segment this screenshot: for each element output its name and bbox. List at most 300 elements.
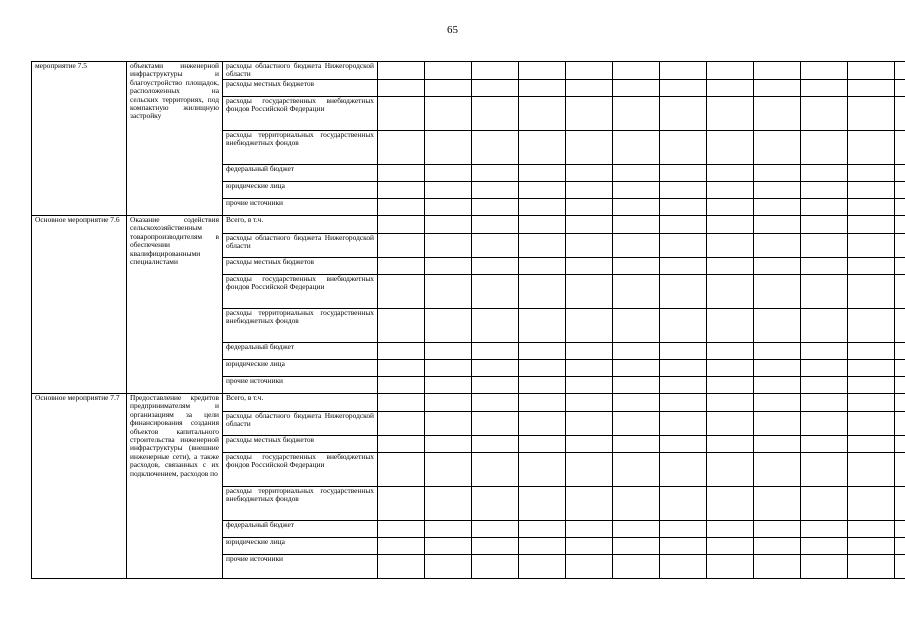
value-cell <box>707 165 754 182</box>
value-cell <box>425 538 472 555</box>
value-cell <box>801 165 848 182</box>
value-cell <box>566 360 613 377</box>
value-cell <box>378 80 425 97</box>
value-cell <box>378 165 425 182</box>
value-cell <box>425 199 472 216</box>
value-cell <box>707 275 754 309</box>
page-number: 65 <box>447 24 458 36</box>
value-cell <box>566 199 613 216</box>
value-cell <box>660 394 707 412</box>
value-cell <box>472 309 519 343</box>
value-cell <box>895 521 905 538</box>
value-cell <box>660 165 707 182</box>
value-cell <box>801 538 848 555</box>
value-cell <box>519 412 566 436</box>
value-cell <box>707 394 754 412</box>
value-cell <box>895 412 905 436</box>
value-cell <box>707 521 754 538</box>
value-cell <box>754 453 801 487</box>
value-cell <box>472 377 519 394</box>
value-cell <box>801 234 848 258</box>
value-cell <box>613 80 660 97</box>
value-cell <box>895 131 905 165</box>
value-cell <box>895 199 905 216</box>
value-cell <box>566 436 613 453</box>
funding-source-cell: расходы местных бюджетов <box>223 258 378 275</box>
value-cell <box>378 216 425 234</box>
value-cell <box>660 80 707 97</box>
value-cell <box>801 377 848 394</box>
value-cell <box>754 436 801 453</box>
value-cell <box>848 165 895 182</box>
value-cell <box>754 234 801 258</box>
value-cell <box>566 165 613 182</box>
value-cell <box>519 538 566 555</box>
activity-description-cell: объектами инженерной инфраструктуры и благоустройство площадок, расположенных на сельских территориях, под компактную жилищную застройку <box>127 62 223 216</box>
value-cell <box>754 199 801 216</box>
value-cell <box>472 436 519 453</box>
value-cell <box>895 216 905 234</box>
value-cell <box>848 538 895 555</box>
value-cell <box>472 165 519 182</box>
funding-source-cell: расходы местных бюджетов <box>223 80 378 97</box>
value-cell <box>801 453 848 487</box>
value-cell <box>754 360 801 377</box>
value-cell <box>707 487 754 521</box>
value-cell <box>754 521 801 538</box>
value-cell <box>848 521 895 538</box>
value-cell <box>566 216 613 234</box>
value-cell <box>707 131 754 165</box>
value-cell <box>378 199 425 216</box>
value-cell <box>425 258 472 275</box>
value-cell <box>848 436 895 453</box>
value-cell <box>425 412 472 436</box>
value-cell <box>895 343 905 360</box>
value-cell <box>613 216 660 234</box>
table-row <box>32 216 905 234</box>
value-cell <box>707 453 754 487</box>
value-cell <box>801 199 848 216</box>
value-cell <box>848 412 895 436</box>
value-cell <box>754 258 801 275</box>
value-cell <box>660 216 707 234</box>
table-row <box>32 62 905 80</box>
value-cell <box>754 309 801 343</box>
value-cell <box>613 521 660 538</box>
value-cell <box>848 199 895 216</box>
value-cell <box>707 97 754 131</box>
value-cell <box>754 538 801 555</box>
value-cell <box>519 216 566 234</box>
activity-description-cell: Предоставление кредитов предпринимателям и организациям за цели финансирования создания объектов капитального строительства инженерной инфраструктуры (внешние инженерные сети), а также расходов, связанных с их подключением, расходов по <box>127 394 223 579</box>
value-cell <box>472 343 519 360</box>
value-cell <box>660 62 707 80</box>
value-cell <box>848 216 895 234</box>
value-cell <box>754 62 801 80</box>
value-cell <box>566 182 613 199</box>
value-cell <box>613 199 660 216</box>
value-cell <box>613 360 660 377</box>
value-cell <box>519 80 566 97</box>
value-cell <box>472 412 519 436</box>
value-cell <box>378 343 425 360</box>
value-cell <box>754 394 801 412</box>
value-cell <box>566 275 613 309</box>
value-cell <box>895 62 905 80</box>
value-cell <box>895 165 905 182</box>
value-cell <box>472 97 519 131</box>
funding-source-cell: прочие источники <box>223 199 378 216</box>
value-cell <box>378 453 425 487</box>
value-cell <box>848 453 895 487</box>
value-cell <box>613 234 660 258</box>
value-cell <box>472 453 519 487</box>
value-cell <box>895 377 905 394</box>
value-cell <box>566 131 613 165</box>
activity-description-cell: Оказание содействия сельскохозяйственным товаропроизводителям в обеспечении квалифицированными специалистами <box>127 216 223 394</box>
value-cell <box>566 309 613 343</box>
value-cell <box>472 199 519 216</box>
funding-source-cell: прочие источники <box>223 377 378 394</box>
value-cell <box>566 394 613 412</box>
value-cell <box>660 521 707 538</box>
value-cell <box>378 487 425 521</box>
value-cell <box>848 377 895 394</box>
value-cell <box>848 360 895 377</box>
value-cell <box>895 538 905 555</box>
value-cell <box>519 436 566 453</box>
funding-source-cell: федеральный бюджет <box>223 165 378 182</box>
value-cell <box>472 62 519 80</box>
value-cell <box>425 234 472 258</box>
value-cell <box>566 234 613 258</box>
value-cell <box>707 309 754 343</box>
funding-source-cell: расходы областного бюджета Нижегородской области <box>223 412 378 436</box>
value-cell <box>519 165 566 182</box>
value-cell <box>801 555 848 579</box>
value-cell <box>378 131 425 165</box>
value-cell <box>519 62 566 80</box>
value-cell <box>707 258 754 275</box>
value-cell <box>472 234 519 258</box>
funding-source-cell: юридические лица <box>223 538 378 555</box>
value-cell <box>566 538 613 555</box>
value-cell <box>472 131 519 165</box>
value-cell <box>472 538 519 555</box>
value-cell <box>425 343 472 360</box>
value-cell <box>472 487 519 521</box>
value-cell <box>425 216 472 234</box>
value-cell <box>472 394 519 412</box>
funding-source-cell: расходы территориальных государственных внебюджетных фондов <box>223 487 378 521</box>
value-cell <box>566 412 613 436</box>
value-cell <box>707 538 754 555</box>
value-cell <box>425 453 472 487</box>
value-cell <box>378 521 425 538</box>
value-cell <box>425 555 472 579</box>
value-cell <box>613 453 660 487</box>
value-cell <box>848 394 895 412</box>
funding-source-cell: расходы территориальных государственных внебюджетных фондов <box>223 131 378 165</box>
value-cell <box>519 487 566 521</box>
value-cell <box>613 487 660 521</box>
value-cell <box>519 199 566 216</box>
value-cell <box>895 436 905 453</box>
value-cell <box>519 521 566 538</box>
value-cell <box>754 412 801 436</box>
value-cell <box>472 216 519 234</box>
value-cell <box>848 234 895 258</box>
activity-name-cell: Основное мероприятие 7.6 <box>32 216 127 394</box>
value-cell <box>613 394 660 412</box>
value-cell <box>707 80 754 97</box>
value-cell <box>566 62 613 80</box>
funding-source-cell: юридические лица <box>223 360 378 377</box>
value-cell <box>425 62 472 80</box>
activity-name-cell: Основное мероприятие 7.7 <box>32 394 127 579</box>
funding-source-cell: юридические лица <box>223 182 378 199</box>
value-cell <box>425 487 472 521</box>
value-cell <box>472 258 519 275</box>
value-cell <box>519 394 566 412</box>
value-cell <box>754 165 801 182</box>
value-cell <box>519 234 566 258</box>
funding-source-cell: расходы территориальных государственных внебюджетных фондов <box>223 309 378 343</box>
value-cell <box>378 258 425 275</box>
value-cell <box>425 182 472 199</box>
value-cell <box>660 436 707 453</box>
value-cell <box>472 275 519 309</box>
value-cell <box>754 487 801 521</box>
value-cell <box>895 258 905 275</box>
value-cell <box>660 453 707 487</box>
value-cell <box>378 62 425 80</box>
value-cell <box>613 182 660 199</box>
value-cell <box>660 199 707 216</box>
value-cell <box>801 394 848 412</box>
value-cell <box>613 436 660 453</box>
funding-source-cell: расходы государственных внебюджетных фондов Российской Федерации <box>223 453 378 487</box>
value-cell <box>801 258 848 275</box>
value-cell <box>378 97 425 131</box>
value-cell <box>519 131 566 165</box>
value-cell <box>848 258 895 275</box>
value-cell <box>566 97 613 131</box>
value-cell <box>660 343 707 360</box>
value-cell <box>895 234 905 258</box>
value-cell <box>519 360 566 377</box>
value-cell <box>754 80 801 97</box>
value-cell <box>472 521 519 538</box>
table-row <box>32 394 905 412</box>
value-cell <box>895 394 905 412</box>
value-cell <box>472 80 519 97</box>
value-cell <box>754 555 801 579</box>
value-cell <box>378 309 425 343</box>
value-cell <box>895 182 905 199</box>
value-cell <box>613 97 660 131</box>
value-cell <box>613 343 660 360</box>
value-cell <box>519 377 566 394</box>
value-cell <box>848 80 895 97</box>
value-cell <box>425 275 472 309</box>
value-cell <box>613 309 660 343</box>
value-cell <box>378 538 425 555</box>
value-cell <box>660 131 707 165</box>
value-cell <box>707 412 754 436</box>
value-cell <box>848 275 895 309</box>
funding-source-cell: федеральный бюджет <box>223 343 378 360</box>
value-cell <box>613 275 660 309</box>
value-cell <box>425 80 472 97</box>
value-cell <box>660 275 707 309</box>
value-cell <box>378 275 425 309</box>
value-cell <box>613 555 660 579</box>
value-cell <box>613 377 660 394</box>
funding-source-cell: расходы областного бюджета Нижегородской области <box>223 62 378 80</box>
value-cell <box>566 377 613 394</box>
value-cell <box>801 343 848 360</box>
value-cell <box>378 394 425 412</box>
value-cell <box>895 97 905 131</box>
value-cell <box>472 555 519 579</box>
value-cell <box>895 80 905 97</box>
value-cell <box>519 555 566 579</box>
value-cell <box>660 487 707 521</box>
value-cell <box>613 131 660 165</box>
value-cell <box>801 309 848 343</box>
value-cell <box>848 131 895 165</box>
funding-source-cell: федеральный бюджет <box>223 521 378 538</box>
value-cell <box>895 453 905 487</box>
value-cell <box>566 487 613 521</box>
value-cell <box>566 258 613 275</box>
value-cell <box>801 521 848 538</box>
value-cell <box>378 436 425 453</box>
value-cell <box>707 216 754 234</box>
value-cell <box>707 360 754 377</box>
value-cell <box>566 343 613 360</box>
value-cell <box>754 275 801 309</box>
value-cell <box>472 360 519 377</box>
value-cell <box>613 538 660 555</box>
value-cell <box>566 521 613 538</box>
value-cell <box>707 199 754 216</box>
value-cell <box>707 182 754 199</box>
value-cell <box>848 343 895 360</box>
value-cell <box>378 377 425 394</box>
value-cell <box>660 360 707 377</box>
value-cell <box>895 360 905 377</box>
value-cell <box>801 216 848 234</box>
value-cell <box>566 453 613 487</box>
value-cell <box>707 436 754 453</box>
value-cell <box>425 97 472 131</box>
value-cell <box>660 234 707 258</box>
value-cell <box>425 394 472 412</box>
value-cell <box>754 377 801 394</box>
value-cell <box>519 182 566 199</box>
value-cell <box>848 62 895 80</box>
value-cell <box>801 131 848 165</box>
value-cell <box>660 377 707 394</box>
value-cell <box>707 343 754 360</box>
value-cell <box>613 165 660 182</box>
value-cell <box>425 360 472 377</box>
value-cell <box>754 182 801 199</box>
value-cell <box>801 97 848 131</box>
activity-name-cell: мероприятие 7.5 <box>32 62 127 216</box>
value-cell <box>848 97 895 131</box>
value-cell <box>425 436 472 453</box>
value-cell <box>519 453 566 487</box>
value-cell <box>848 487 895 521</box>
value-cell <box>660 182 707 199</box>
value-cell <box>707 62 754 80</box>
value-cell <box>566 555 613 579</box>
value-cell <box>754 97 801 131</box>
value-cell <box>801 62 848 80</box>
value-cell <box>801 182 848 199</box>
value-cell <box>378 182 425 199</box>
value-cell <box>848 309 895 343</box>
value-cell <box>660 97 707 131</box>
value-cell <box>378 412 425 436</box>
value-cell <box>754 131 801 165</box>
value-cell <box>801 412 848 436</box>
value-cell <box>519 309 566 343</box>
value-cell <box>519 343 566 360</box>
funding-source-cell: расходы местных бюджетов <box>223 436 378 453</box>
funding-source-cell: прочие источники <box>223 555 378 579</box>
value-cell <box>519 258 566 275</box>
value-cell <box>801 487 848 521</box>
financing-table <box>31 61 905 579</box>
value-cell <box>707 234 754 258</box>
value-cell <box>895 487 905 521</box>
value-cell <box>378 234 425 258</box>
value-cell <box>378 555 425 579</box>
value-cell <box>895 275 905 309</box>
value-cell <box>660 258 707 275</box>
funding-source-cell: Всего, в т.ч. <box>223 394 378 412</box>
value-cell <box>613 62 660 80</box>
value-cell <box>801 275 848 309</box>
funding-source-cell: расходы областного бюджета Нижегородской области <box>223 234 378 258</box>
value-cell <box>848 555 895 579</box>
value-cell <box>660 309 707 343</box>
value-cell <box>801 80 848 97</box>
value-cell <box>425 131 472 165</box>
value-cell <box>425 165 472 182</box>
value-cell <box>801 436 848 453</box>
value-cell <box>613 258 660 275</box>
value-cell <box>378 360 425 377</box>
value-cell <box>566 80 613 97</box>
value-cell <box>425 521 472 538</box>
value-cell <box>660 538 707 555</box>
value-cell <box>425 377 472 394</box>
value-cell <box>801 360 848 377</box>
funding-source-cell: Всего, в т.ч. <box>223 216 378 234</box>
value-cell <box>848 182 895 199</box>
value-cell <box>472 182 519 199</box>
value-cell <box>707 555 754 579</box>
value-cell <box>895 555 905 579</box>
funding-source-cell: расходы государственных внебюджетных фондов Российской Федерации <box>223 97 378 131</box>
value-cell <box>754 343 801 360</box>
